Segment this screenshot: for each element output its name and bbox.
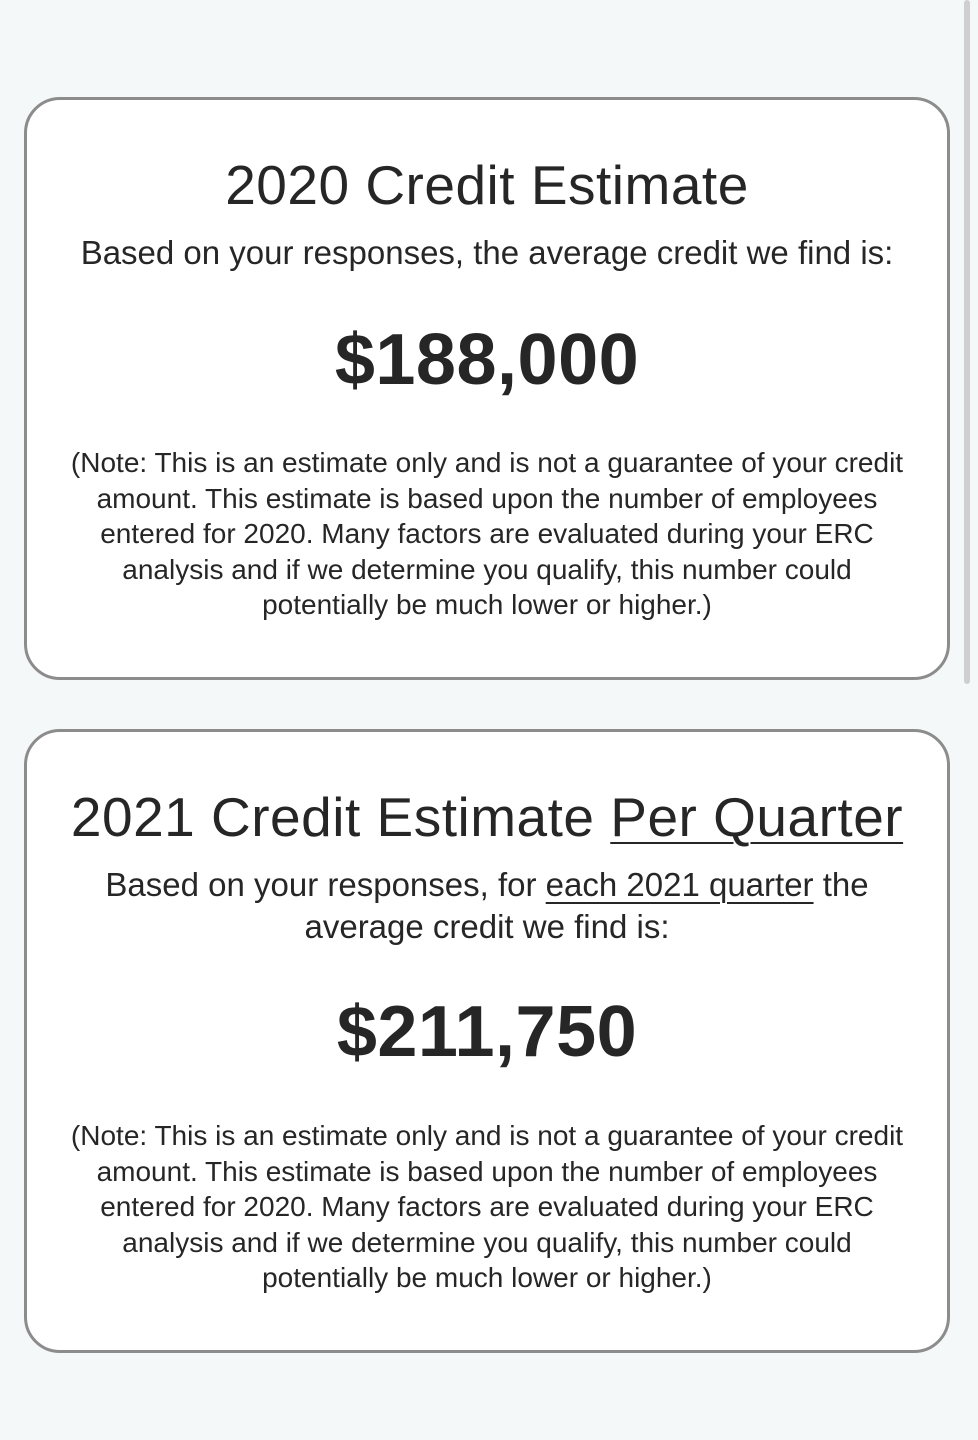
credit-estimate-2021-note: (Note: This is an estimate only and is not a guarantee of your credit amount. This estimate is based upon the number of employees entered for 2020. Many factors are evaluated during your ERC analysis and if we determine you qualify, this number could potentially be much lower or higher.) [70,1120,904,1293]
credit-estimate-2021-card [24,729,950,1353]
credit-estimate-2020-card [24,97,950,680]
credit-estimate-2020-amount: $188,000 [334,320,640,400]
credit-estimate-2021-subtitle [27,864,947,948]
credit-estimate-2021-title-text: 2021 Credit Estimate [70,786,595,848]
credit-estimate-2020-title: 2020 Credit Estimate [225,154,749,216]
credit-estimate-2021-title [27,732,947,848]
credit-estimate-2020-subtitle: Based on your responses, the average credit we find is: [80,234,894,271]
each-quarter-emphasis: each 2021 quarter [545,866,814,903]
page-scrollbar[interactable] [964,0,970,684]
credit-estimate-2021-subtitle-end: the average credit we find is: [304,866,869,945]
credit-estimate-2021-subtitle-start: Based on your responses, for [105,866,537,903]
credit-estimate-2021-amount: $211,750 [336,992,638,1072]
per-quarter-emphasis: Per Quarter [610,786,904,848]
credit-estimate-2020-note: (Note: This is an estimate only and is not a guarantee of your credit amount. This estimate is based upon the number of employees entered for 2020. Many factors are evaluated during your ERC analysis and if we determine you qualify, this number could potentially be much lower or higher.) [70,447,904,620]
